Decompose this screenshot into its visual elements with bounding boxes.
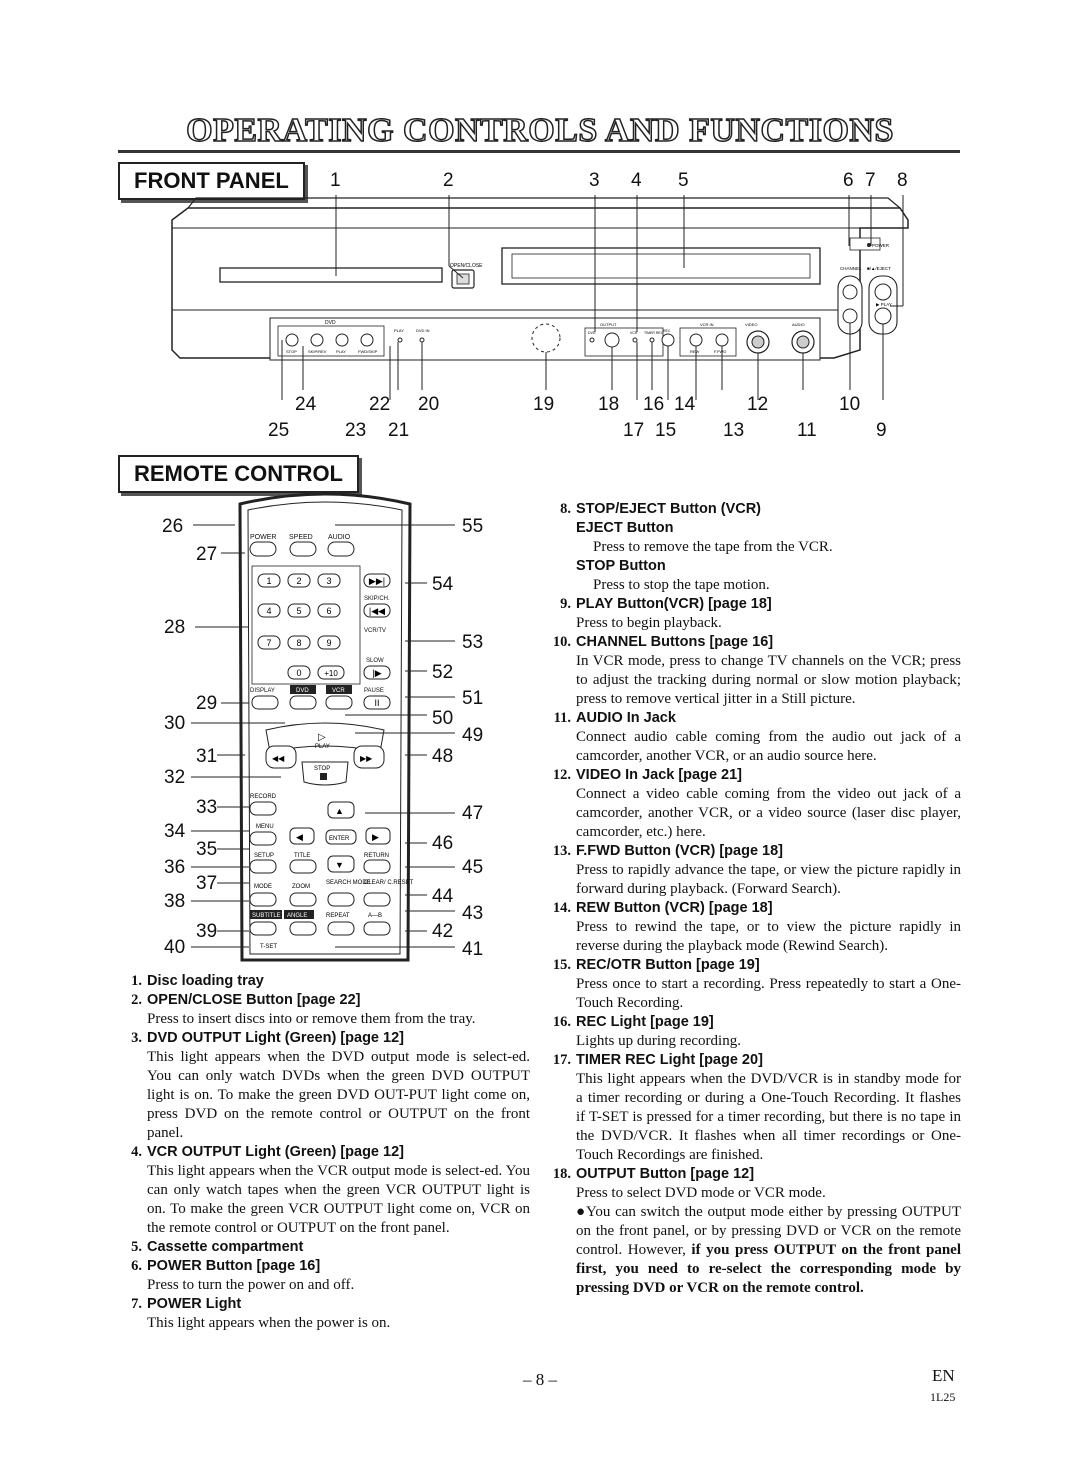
callout-25: 25 bbox=[268, 420, 290, 441]
remote-control-label: REMOTE CONTROL bbox=[118, 455, 359, 493]
item-10-heading: 10. CHANNEL Buttons [page 16] bbox=[552, 634, 774, 650]
clear-label: CLEAR/ C.RESET bbox=[364, 880, 414, 886]
vcr-in-label: VCR IN bbox=[700, 322, 714, 327]
left-arrow-icon: ◀ bbox=[296, 832, 303, 842]
item-7-heading: 7. POWER Light bbox=[131, 1296, 242, 1312]
language-code: EN bbox=[932, 1366, 955, 1385]
ffwd-label: F.FWD bbox=[714, 349, 727, 354]
a-b-label: A—B bbox=[368, 913, 383, 919]
item-10-desc: In VCR mode, press to change TV channels on the VCR; press to adjust the tracking during normal or slow motion playback; press to remove vertical jitter in a Still picture. bbox=[576, 653, 961, 707]
bullet-icon: ● bbox=[576, 1204, 587, 1220]
key-1: 1 bbox=[266, 576, 272, 586]
right-description-column bbox=[549, 500, 961, 1298]
enter-btn-label: ENTER bbox=[329, 836, 350, 842]
item-12-heading: 12. VIDEO In Jack [page 21] bbox=[552, 767, 743, 783]
play-label: ▶ PLAY bbox=[876, 302, 892, 307]
item-13-desc: Press to rapidly advance the tape, or view the picture rapidly in forward during playback. (Forward Search). bbox=[576, 862, 961, 897]
play-dvd-label: PLAY bbox=[394, 328, 404, 333]
callout-10: 10 bbox=[839, 394, 861, 415]
key-6: 6 bbox=[326, 606, 332, 616]
pause-label: PAUSE bbox=[364, 688, 384, 694]
item-12-desc: Connect a video cable coming from the video out jack of a camcorder, another VCR, or a video source (laser disc player, camcorder, etc.) here. bbox=[576, 786, 961, 840]
model-code: 1L25 bbox=[930, 1390, 956, 1404]
vcr-tv-label: VCR/TV bbox=[364, 628, 387, 634]
vcr-mode-label: VCR bbox=[332, 688, 345, 694]
subtitle-label: SUBTITLE bbox=[252, 913, 281, 919]
callout-46: 46 bbox=[432, 833, 454, 854]
callout-49: 49 bbox=[462, 725, 484, 746]
callout-50: 50 bbox=[432, 708, 454, 729]
front-panel-label: FRONT PANEL bbox=[118, 162, 305, 200]
item-16-heading: 16. REC Light [page 19] bbox=[552, 1014, 714, 1030]
stop-btn-label: STOP bbox=[314, 766, 331, 772]
callout-38: 38 bbox=[164, 891, 186, 912]
front-panel-drawing bbox=[160, 190, 930, 400]
item-3-desc: This light appears when the DVD output mode is select-ed. You can only watch DVDs when the green DVD OUTPUT light is on. To make the green DVD OUT-PUT light come on, press DVD on the remote control or OUTPUT on the front panel. bbox=[147, 1049, 530, 1141]
item-8-stop-heading: STOP Button bbox=[576, 558, 666, 574]
item-4-heading: 4. VCR OUTPUT Light (Green) [page 12] bbox=[131, 1144, 404, 1160]
up-arrow-icon: ▲ bbox=[335, 806, 344, 816]
item-15-desc: Press once to start a recording. Press repeatedly to start a One-Touch Recording. bbox=[576, 976, 961, 1011]
callout-29: 29 bbox=[196, 693, 218, 714]
item-4-desc: This light appears when the VCR output mode is select-ed. You can only watch tapes when the green VCR OUTPUT light is on. To make the green VCR OUTPUT light come on, VCR on the remote control or OUTPUT on the front panel. bbox=[147, 1163, 530, 1236]
item-1-heading: 1. Disc loading tray bbox=[131, 973, 264, 989]
mode-btn-label: MODE bbox=[254, 884, 272, 890]
callout-47: 47 bbox=[462, 803, 484, 824]
key-9: 9 bbox=[326, 638, 332, 648]
callout-2: 2 bbox=[443, 170, 454, 191]
callout-4: 4 bbox=[631, 170, 642, 191]
callout-23: 23 bbox=[345, 420, 367, 441]
callout-15: 15 bbox=[655, 420, 677, 441]
callout-9: 9 bbox=[876, 420, 887, 441]
callout-41: 41 bbox=[462, 939, 484, 960]
item-6-heading: 6. POWER Button [page 16] bbox=[131, 1258, 321, 1274]
play-small-label: PLAY bbox=[336, 349, 346, 354]
title-btn-label: TITLE bbox=[294, 853, 311, 859]
callout-53: 53 bbox=[462, 632, 484, 653]
item-18-desc: Press to select DVD mode or VCR mode. bbox=[576, 1185, 826, 1201]
skip-back-icon: |◀◀ bbox=[368, 606, 386, 616]
callout-36: 36 bbox=[164, 857, 186, 878]
callout-24: 24 bbox=[295, 394, 317, 415]
callout-54: 54 bbox=[432, 574, 454, 595]
callout-43: 43 bbox=[462, 903, 484, 924]
left-description-column bbox=[120, 972, 530, 1333]
callout-3: 3 bbox=[589, 170, 600, 191]
menu-btn-label: MENU bbox=[256, 824, 274, 830]
callout-1: 1 bbox=[330, 170, 341, 191]
callout-42: 42 bbox=[432, 921, 454, 942]
skip-rev-label: SKIP/REV bbox=[308, 349, 327, 354]
item-2-heading: 2. OPEN/CLOSE Button [page 22] bbox=[131, 992, 361, 1008]
item-14-heading: 14. REW Button (VCR) [page 18] bbox=[552, 900, 773, 916]
key-plus10: +10 bbox=[324, 669, 338, 678]
item-15-heading: 15. REC/OTR Button [page 19] bbox=[552, 957, 760, 973]
callout-5: 5 bbox=[678, 170, 689, 191]
callout-27: 27 bbox=[196, 544, 218, 565]
page-number: – 8 – bbox=[523, 1370, 557, 1389]
rec-label: REC bbox=[663, 329, 671, 333]
item-5-heading: 5. Cassette compartment bbox=[131, 1239, 304, 1255]
return-btn-label: RETURN bbox=[364, 853, 389, 859]
callout-39: 39 bbox=[196, 921, 218, 942]
callout-37: 37 bbox=[196, 873, 218, 894]
fwd-skip-label: FWD/SKIP bbox=[358, 349, 378, 354]
item-11-heading: 11. AUDIO In Jack bbox=[553, 710, 676, 726]
callout-35: 35 bbox=[196, 839, 218, 860]
remote-leader-lines bbox=[185, 515, 465, 955]
item-2-desc: Press to insert discs into or remove them from the tray. bbox=[147, 1011, 476, 1027]
ffwd-icon: ▶▶ bbox=[360, 754, 373, 763]
open-close-label: OPEN/CLOSE bbox=[450, 263, 483, 269]
channel-label: CHANNEL bbox=[840, 266, 862, 271]
callout-20: 20 bbox=[418, 394, 440, 415]
slow-label: SLOW bbox=[366, 658, 384, 664]
callout-32: 32 bbox=[164, 767, 186, 788]
callout-8: 8 bbox=[897, 170, 908, 191]
search-mode-label: SEARCH MODE bbox=[326, 880, 371, 886]
item-9-desc: Press to begin playback. bbox=[576, 615, 722, 631]
item-18-heading: 18. OUTPUT Button [page 12] bbox=[552, 1166, 755, 1182]
item-11-desc: Connect audio cable coming from the audio out jack of a camcorder, another VCR, or an audio source here. bbox=[576, 729, 961, 764]
callout-34: 34 bbox=[164, 821, 186, 842]
callout-13: 13 bbox=[723, 420, 745, 441]
timer-rec-label: TIMER REC bbox=[644, 331, 664, 335]
item-8-heading: 8. STOP/EJECT Button (VCR) bbox=[560, 501, 762, 517]
rew-label: REW bbox=[690, 349, 700, 354]
play-btn-label: PLAY bbox=[315, 744, 330, 750]
right-arrow-icon: ▶ bbox=[372, 832, 379, 842]
repeat-label: REPEAT bbox=[326, 913, 350, 919]
callout-6: 6 bbox=[843, 170, 854, 191]
zoom-btn-label: ZOOM bbox=[292, 884, 310, 890]
item-7-desc: This light appears when the power is on. bbox=[147, 1315, 391, 1331]
record-btn-label: RECORD bbox=[250, 794, 277, 800]
item-3-heading: 3. DVD OUTPUT Light (Green) [page 12] bbox=[131, 1030, 404, 1046]
output-label: OUTPUT bbox=[600, 322, 617, 327]
item-17-desc: This light appears when the DVD/VCR is in standby mode for a timer recording or during a One-Touch Recording. It flashes if T-SET is pressed for a timer recording, but there is no tape in the DVD/VCR. It flashes when all timer recordings or One-Touch Recordings are finished. bbox=[576, 1071, 961, 1163]
item-13-heading: 13. F.FWD Button (VCR) [page 18] bbox=[552, 843, 784, 859]
callout-31: 31 bbox=[196, 746, 218, 767]
callout-11: 11 bbox=[797, 420, 817, 441]
key-4: 4 bbox=[266, 606, 272, 616]
power-label: POWER bbox=[872, 243, 890, 248]
item-9-heading: 9. PLAY Button(VCR) [page 18] bbox=[560, 596, 772, 612]
audio-btn-label: AUDIO bbox=[328, 534, 351, 541]
callout-51: 51 bbox=[462, 688, 484, 709]
rew-icon: ◀◀ bbox=[272, 754, 285, 763]
dvd-in-label: DVD IN bbox=[416, 328, 430, 333]
item-8-eject-desc: Press to remove the tape from the VCR. bbox=[593, 539, 833, 555]
dvd-led-label: DVD bbox=[588, 331, 596, 335]
play-icon: ▷ bbox=[318, 732, 326, 743]
video-label: VIDEO bbox=[745, 322, 758, 327]
audio-label: AUDIO bbox=[792, 322, 805, 327]
callout-52: 52 bbox=[432, 662, 454, 683]
item-16-desc: Lights up during recording. bbox=[576, 1033, 741, 1049]
stop-eject-label: ■/▲/EJECT bbox=[867, 266, 891, 271]
item-6-desc: Press to turn the power on and off. bbox=[147, 1277, 355, 1293]
key-8: 8 bbox=[296, 638, 302, 648]
key-2: 2 bbox=[296, 576, 302, 586]
item-17-heading: 17. TIMER REC Light [page 20] bbox=[552, 1052, 763, 1068]
angle-label: ANGLE bbox=[287, 913, 308, 919]
key-0: 0 bbox=[296, 668, 302, 678]
callout-48: 48 bbox=[432, 746, 454, 767]
key-3: 3 bbox=[326, 576, 332, 586]
callout-55: 55 bbox=[462, 516, 484, 537]
callout-7: 7 bbox=[865, 170, 876, 191]
title-rule bbox=[118, 150, 960, 153]
pause-icon: II bbox=[374, 698, 380, 708]
stop-label: STOP bbox=[286, 349, 297, 354]
key-5: 5 bbox=[296, 606, 302, 616]
callout-18: 18 bbox=[598, 394, 620, 415]
callout-26: 26 bbox=[162, 516, 184, 537]
callout-19: 19 bbox=[533, 394, 555, 415]
callout-33: 33 bbox=[196, 797, 218, 818]
vcr-led-label: VCR bbox=[630, 331, 638, 335]
key-7: 7 bbox=[266, 638, 272, 648]
skip-fwd-icon: ▶▶| bbox=[368, 576, 386, 586]
callout-14: 14 bbox=[674, 394, 696, 415]
item-14-desc: Press to rewind the tape, or to view the picture rapidly in reverse during the playback mode (Rewind Search). bbox=[576, 919, 961, 954]
callout-22: 22 bbox=[369, 394, 391, 415]
display-label: DISPLAY bbox=[250, 688, 275, 694]
callout-12: 12 bbox=[747, 394, 769, 415]
down-arrow-icon: ▼ bbox=[335, 860, 344, 870]
item-18-note: ●You can switch the output mode either by pressing OUTPUT on the front panel, or by pressing DVD or VCR on the remote control. However, if you press OUTPUT on the front panel first, you need to re-select the corresponding mode by pressing DVD or VCR on the remote control. bbox=[576, 1204, 962, 1296]
skip-ch-label: SKIP/CH. bbox=[364, 596, 390, 602]
callout-45: 45 bbox=[462, 857, 484, 878]
callout-40: 40 bbox=[164, 937, 186, 958]
callout-30: 30 bbox=[164, 713, 186, 734]
tset-label: T-SET bbox=[260, 944, 278, 950]
callout-44: 44 bbox=[432, 886, 454, 907]
page-title: OPERATING CONTROLS AND FUNCTIONS bbox=[186, 112, 894, 149]
dvd-group-label: DVD bbox=[325, 320, 336, 326]
dvd-mode-label: DVD bbox=[296, 688, 309, 694]
item-8-eject-heading: EJECT Button bbox=[576, 520, 674, 536]
setup-btn-label: SETUP bbox=[254, 853, 275, 859]
slow-icon: |▶ bbox=[372, 668, 382, 678]
callout-16: 16 bbox=[643, 394, 665, 415]
speed-btn-label: SPEED bbox=[289, 534, 313, 541]
callout-21: 21 bbox=[388, 420, 410, 441]
item-8-stop-desc: Press to stop the tape motion. bbox=[593, 577, 770, 593]
callout-28: 28 bbox=[164, 617, 186, 638]
callout-17: 17 bbox=[623, 420, 645, 441]
power-btn-label: POWER bbox=[250, 534, 277, 541]
